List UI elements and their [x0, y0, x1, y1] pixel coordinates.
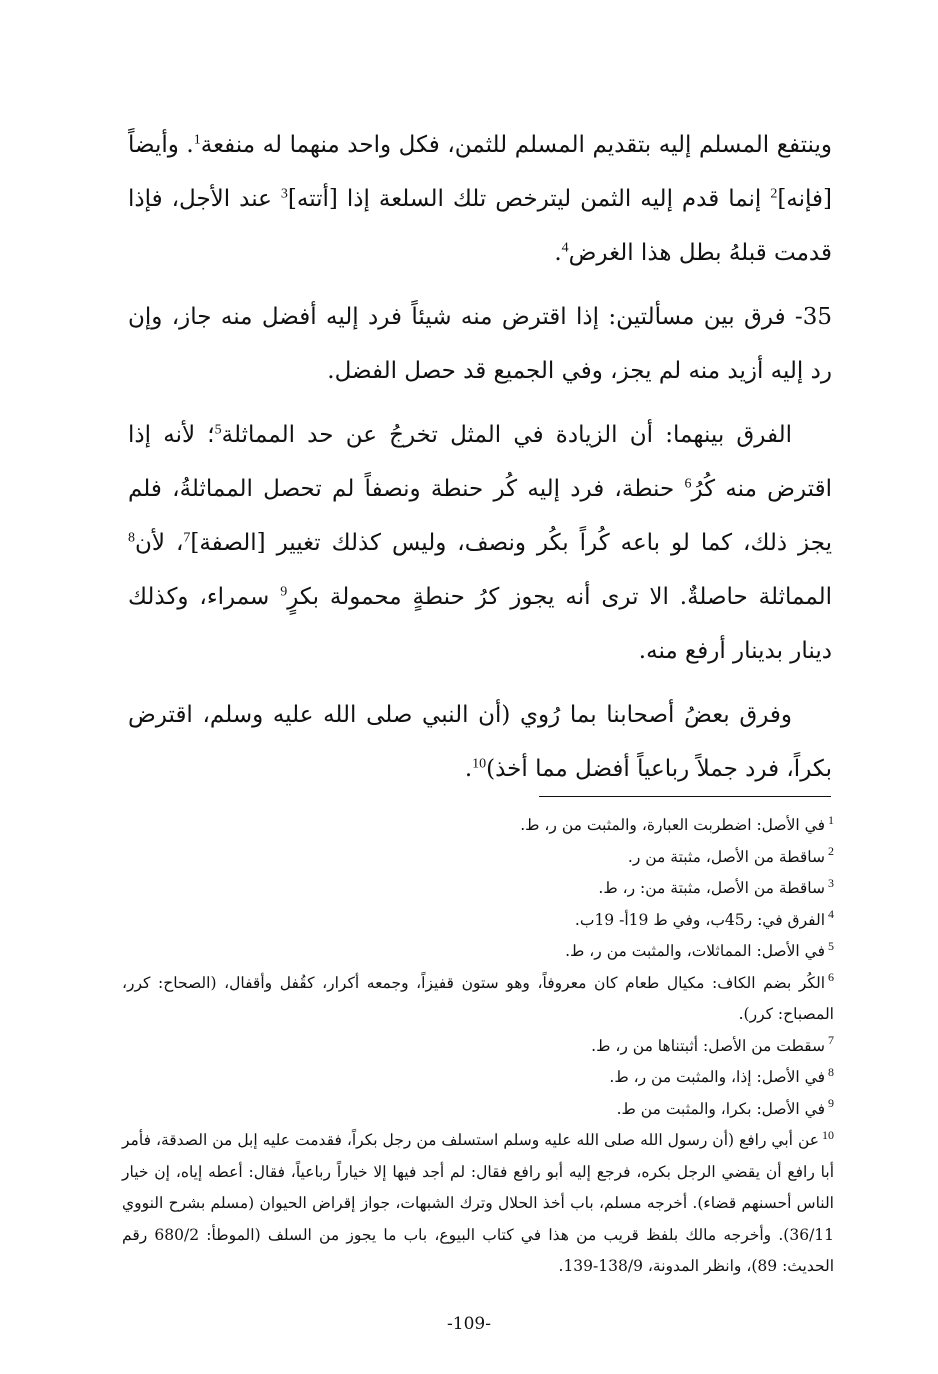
- footnote-number: 8: [828, 1064, 834, 1079]
- footnote-number: 6: [828, 970, 834, 985]
- paragraph: [128, 688, 832, 796]
- paragraph-text: 35- فرق بين مسألتين: إذا اقترض منه شيئاً فرد إليه أفضل منه جاز، وإن رد إليه أزيد منه لم يجز، وفي الجميع قد حصل الفضل.: [128, 304, 832, 384]
- main-text: [128, 118, 832, 806]
- footnote-number: 2: [828, 844, 834, 859]
- footnote: [122, 1062, 834, 1094]
- paragraph-text: إنما قدم إليه الثمن ليترخص تلك السلعة إذا [أتته]: [287, 186, 771, 212]
- footnote-ref: 4: [561, 240, 569, 256]
- footnote-separator: [539, 796, 831, 797]
- footnote-text: ساقطة من الأصل، مثبتة من: ر، ط.: [598, 879, 825, 897]
- footnote: [122, 873, 834, 905]
- footnote: [122, 810, 834, 842]
- footnote: [122, 1125, 834, 1283]
- footnote: [122, 905, 834, 937]
- paragraph-text: .: [464, 756, 473, 782]
- footnote: [122, 968, 834, 1031]
- paragraph-text: الفرق بينهما: أن الزيادة في المثل تخرجُ عن حد المماثلة: [221, 422, 793, 448]
- paragraph-text: حنطة، فرد إليه كُر حنطة ونصفاً لم تحصل المماثلةُ، فلم يجز ذلك، كما لو باعه كُراً بكُر ونصف، وليس كذلك تغيير [الصفة]: [128, 476, 832, 556]
- footnote-ref: 5: [214, 422, 222, 438]
- paragraph-text: ، لأن: [135, 530, 184, 556]
- footnote-text: في الأصل: المماثلات، والمثبت من ر، ط.: [565, 942, 825, 960]
- footnote-number: 7: [828, 1033, 834, 1048]
- footnote-text: الكُر بضم الكاف: مكيال طعام كان معروفاً، وهو ستون قفيزاً، وجمعه أكرار، كقُفل وأقفال، (الصحاح: كرر، المصباح: كرر).: [122, 973, 834, 1023]
- footnote-text: في الأصل: اضطربت العبارة، والمثبت من ر، ط.: [520, 816, 825, 834]
- paragraph-text: . وأيضاً: [128, 132, 194, 158]
- footnote-number: 3: [828, 875, 834, 890]
- footnote-text: ساقطة من الأصل، مثبتة من ر.: [627, 847, 825, 866]
- footnote-ref: 1: [193, 132, 201, 148]
- footnote-number: 5: [828, 938, 834, 953]
- paragraph-text: عند الأجل، فإذا قدمت قبلهُ بطل هذا الغرض: [128, 186, 832, 266]
- footnote-text: عن أبي رافع (أن رسول الله صلى الله عليه وسلم استسلف من رجل بكراً، فقدمت عليه إبل من الصدقة، فأمر أبا رافع أن يقضي الرجل بكره، فرجع إليه أبو رافع فقال: لم أجد فيها إلا خياراً رباعياً، فقال: أعطه إياه، إن خيار الناس أحسنهم قضاء). أخرجه مسلم، باب أخذ الحلال وترك الشبهات، جواز إقراض الحيوان (مسلم بشرح النووي 36/11). وأخرجه مالك بلفظ قريب من هذا في كتاب البيوع، باب ما يجوز من السلف (الموطأ: 680/2 رقم الحديث: 89)، وانظر المدونة، 138/9-139.: [122, 1131, 835, 1275]
- footnote-number: 10: [822, 1127, 834, 1142]
- paragraph: [128, 118, 832, 280]
- footnote-ref: 2: [770, 186, 778, 202]
- footnotes: [122, 810, 834, 1283]
- paragraph-text: وينتفع المسلم إليه بتقديم المسلم للثمن، فكل واحد منهما له منفعة: [200, 132, 832, 158]
- paragraph: [128, 290, 832, 398]
- footnote-number: 9: [828, 1096, 834, 1111]
- footnote: [122, 936, 834, 968]
- page-number: -109-: [447, 1314, 491, 1334]
- paragraph-text: المماثلة حاصلةٌ. الا ترى أنه يجوز كرُ حنطةٍ محمولة بكرٍ: [287, 584, 833, 610]
- footnote-ref: 10: [472, 756, 487, 772]
- paragraph-text: [فإنه]: [777, 186, 832, 212]
- footnote-ref: 8: [128, 530, 135, 546]
- footnote: [122, 1094, 834, 1126]
- footnote-ref: 6: [684, 476, 692, 492]
- paragraph-text: سمراء، وكذلك دينار بدينار أرفع منه.: [128, 584, 832, 664]
- footnote-ref: 9: [280, 584, 288, 600]
- paragraph-text: وفرق بعضُ أصحابنا بما رُوي (أن النبي صلى الله عليه وسلم، اقترض بكراً، فرد جملاً رباعياً أفضل مما أخذ): [128, 702, 832, 782]
- footnote-ref: 3: [280, 186, 288, 202]
- footnote: [122, 842, 834, 874]
- footnote-text: في الأصل: بكرا، والمثبت من ط.: [616, 1099, 825, 1118]
- footnote-number: 1: [828, 812, 834, 827]
- paragraph-text: ؛ لأنه إذا اقترض منه كُرُ: [128, 422, 832, 502]
- paragraph-text: .: [554, 240, 562, 266]
- footnote-text: في الأصل: إذا، والمثبت من ر، ط.: [609, 1068, 825, 1086]
- footnote-number: 4: [828, 907, 834, 922]
- paragraph: [128, 408, 832, 678]
- footnote-text: سقطت من الأصل: أثبتناها من ر، ط.: [591, 1036, 825, 1055]
- footnote: [122, 1031, 834, 1063]
- footnote-ref: 7: [183, 530, 191, 546]
- footnote-text: الفرق في: ر45ب، وفي ط 19أ- 19ب.: [574, 910, 825, 929]
